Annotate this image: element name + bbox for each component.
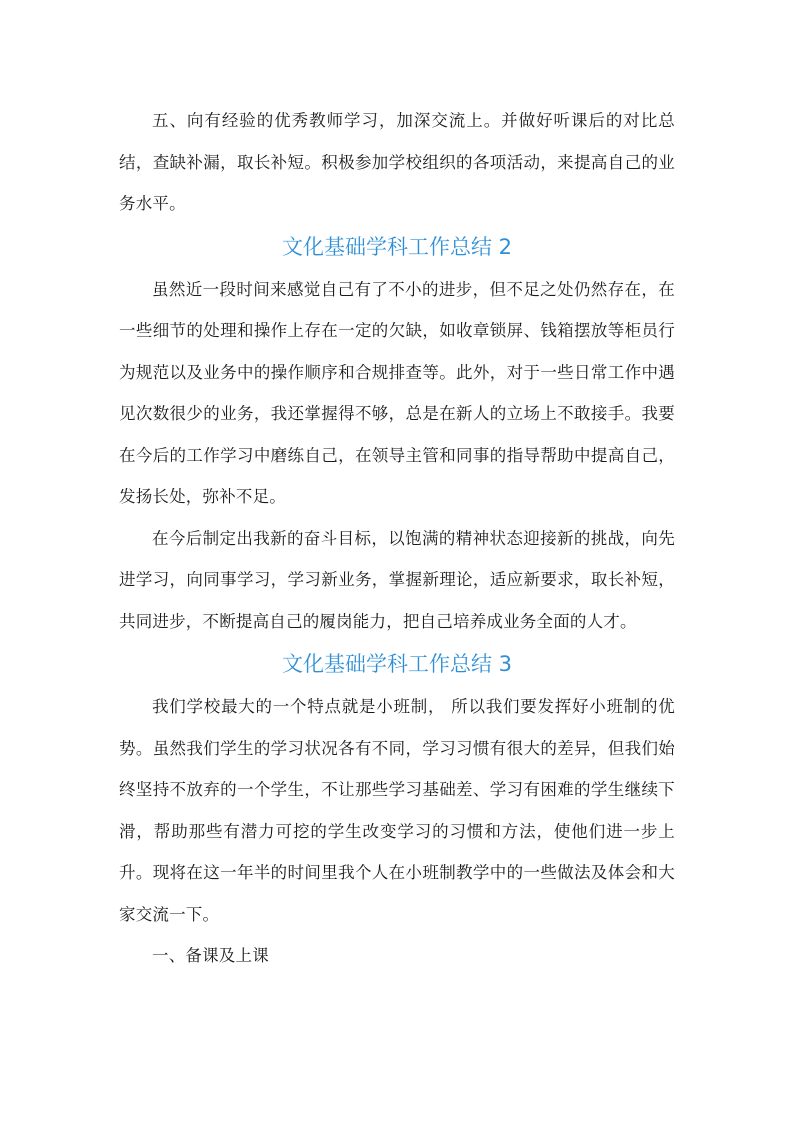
paragraph-small-class: 我们学校最大的一个特点就是小班制， 所以我们要发挥好小班制的优势。虽然我们学生的学习状况各有不同，学习习惯有很大的差异，但我们始终坚持不放弃的一个学生，不让那些学习基础差、学习有困难的学生继续下滑，帮助那些有潜力可挖的学生改变学习的习惯和方法，使他们进一步上升。现将在这一年半的时间里我个人在小班制教学中的一些做法及体会和大家交流一下。 (119, 697, 675, 924)
section-heading-2: 文化基础学科工作总结 2 (281, 234, 513, 259)
paragraph-progress: 虽然近一段时间来感觉自己有了不小的进步，但不足之处仍然存在，在一些细节的处理和操作上存在一定的欠缺，如收章锁屏、钱箱摆放等柜员行为规范以及业务中的操作顺序和合规排查等。此外，对于一些日常工作中遇见次数很少的业务，我还掌握得不够，总是在新人的立场上不敢接手。我要在今后的工作学习中磨练自己，在领导主管和同事的指导帮助中提高自己，发扬长处，弥补不足。 (119, 279, 675, 506)
paragraph-lesson-prep: 一、备课及上课 (152, 946, 269, 965)
document-body (119, 100, 675, 977)
paragraph-section-five: 五、向有经验的优秀教师学习，加深交流上。并做好听课后的对比总结，查缺补漏，取长补短。积极参加学校组织的各项活动，来提高自己的业务水平。 (119, 111, 675, 213)
section-heading-3: 文化基础学科工作总结 3 (281, 652, 513, 676)
paragraph-goals: 在今后制定出我新的奋斗目标，以饱满的精神状态迎接新的挑战，向先进学习，向同事学习，学习新业务，掌握新理论，适应新要求，取长补短，共同进步，不断提高自己的履岗能力，把自己培养成业务全面的人才。 (119, 528, 675, 631)
